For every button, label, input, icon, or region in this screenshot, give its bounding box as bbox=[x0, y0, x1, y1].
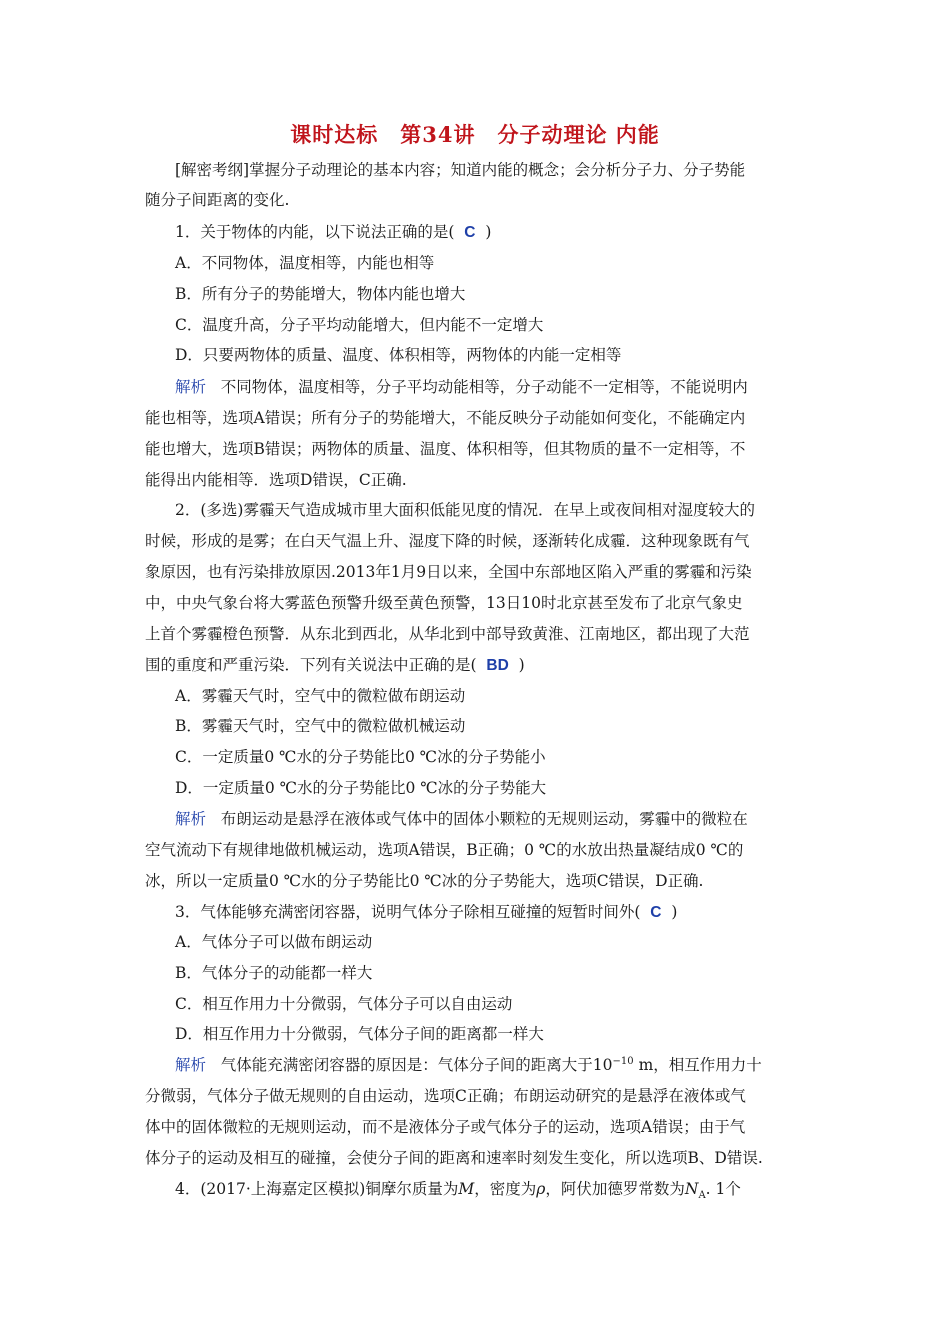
option-b: B．所有分子的势能增大，物体内能也增大 bbox=[175, 285, 466, 303]
question-stem-close: ) bbox=[518, 656, 525, 674]
explanation-text: 不同物体，温度相等，分子平均动能相等，分子动能不一定相等，不能说明内 bbox=[220, 378, 748, 396]
var-N-subscript: A bbox=[698, 1190, 706, 1202]
question-stem-line: 中，中央气象台将大雾蓝色预警升级至黄色预警，13日10时北京甚至发布了北京气象史 bbox=[145, 594, 743, 612]
explanation-line: 冰，所以一定质量0 ℃水的分子势能比0 ℃冰的分子势能大，选项C错误，D正确. bbox=[145, 872, 704, 890]
answer-text: BD bbox=[486, 657, 509, 674]
explanation-line: 体中的固体微粒的无规则运动，而不是液体分子或气体分子的运动，选项A错误；由于气 bbox=[145, 1118, 746, 1136]
question-1-stem bbox=[175, 222, 491, 243]
option-b: B．气体分子的动能都一样大 bbox=[175, 964, 373, 982]
var-M: M bbox=[458, 1180, 475, 1198]
question-stem-text: 3．气体能够充满密闭容器，说明气体分子除相互碰撞的短暂时间外( bbox=[175, 903, 641, 921]
question-stem-line: 上首个雾霾橙色预警．从东北到西北，从华北到中部导致黄淮、江南地区，都出现了大范 bbox=[145, 625, 750, 643]
explanation-text: 气体能充满密闭容器的原因是：气体分子间的距离大于10 bbox=[220, 1056, 613, 1074]
option-c: C．一定质量0 ℃水的分子势能比0 ℃冰的分子势能小 bbox=[175, 748, 546, 766]
question-4-stem bbox=[175, 1179, 741, 1202]
explanation-line: 能也相等，选项A错误；所有分子的势能增大，不能反映分子动能如何变化，不能确定内 bbox=[145, 409, 746, 427]
explanation-line bbox=[175, 377, 748, 397]
option-d: D．相互作用力十分微弱，气体分子间的距离都一样大 bbox=[175, 1025, 544, 1043]
jiexi-label: 解析 bbox=[175, 378, 207, 396]
answer-text: C bbox=[464, 224, 476, 241]
question-stem-text: 围的重度和严重污染．下列有关说法中正确的是( bbox=[145, 656, 477, 674]
var-N: N bbox=[684, 1180, 699, 1198]
question-stem-text: . 1个 bbox=[705, 1180, 741, 1198]
intro-line: [解密考纲]掌握分子动理论的基本内容；知道内能的概念；会分析分子力、分子势能 bbox=[175, 161, 746, 179]
intro-line: 随分子间距离的变化. bbox=[145, 191, 290, 209]
explanation-line: 能得出内能相等．选项D错误，C正确. bbox=[145, 471, 407, 489]
explanation-text: 布朗运动是悬浮在液体或气体中的固体小颗粒的无规则运动，雾霾中的微粒在 bbox=[220, 810, 748, 828]
question-stem-close: ) bbox=[671, 903, 678, 921]
option-a: A．气体分子可以做布朗运动 bbox=[175, 933, 373, 951]
option-b: B．雾霾天气时，空气中的微粒做机械运动 bbox=[175, 717, 466, 735]
question-stem-text: ，密度为 bbox=[474, 1180, 537, 1198]
option-c: C．相互作用力十分微弱，气体分子可以自由运动 bbox=[175, 995, 513, 1013]
question-stem-close: ) bbox=[485, 223, 492, 241]
question-stem-text: ，阿伏加德罗常数为 bbox=[545, 1180, 685, 1198]
option-c: C．温度升高，分子平均动能增大，但内能不一定增大 bbox=[175, 316, 544, 334]
explanation-line: 能也增大，选项B错误；两物体的质量、温度、体积相等，但其物质的量不一定相等，不 bbox=[145, 440, 746, 458]
option-d: D．只要两物体的质量、温度、体积相等，两物体的内能一定相等 bbox=[175, 346, 622, 364]
option-a: A．不同物体，温度相等，内能也相等 bbox=[175, 254, 435, 272]
explanation-text: m，相互作用力十 bbox=[633, 1056, 762, 1074]
explanation-line: 分微弱，气体分子做无规则的自由运动，选项C正确；布朗运动研究的是悬浮在液体或气 bbox=[145, 1087, 746, 1105]
explanation-line bbox=[175, 809, 748, 829]
question-stem-text: 1．关于物体的内能，以下说法正确的是( bbox=[175, 223, 455, 241]
question-stem-line: 时候，形成的是雾；在白天气温上升、湿度下降的时候，逐渐转化成霾．这种现象既有气 bbox=[145, 532, 750, 550]
question-stem-line: 象原因，也有污染排放原因.2013年1月9日以来，全国中东部地区陷入严重的雾霾和污染 bbox=[145, 563, 752, 581]
answer-text: C bbox=[650, 904, 662, 921]
question-2-stem: 2．(多选)雾霾天气造成城市里大面积低能见度的情况．在早上或夜间相对湿度较大的 bbox=[175, 501, 755, 519]
jiexi-label: 解析 bbox=[175, 1056, 207, 1074]
jiexi-label: 解析 bbox=[175, 810, 207, 828]
question-stem-text: 4．(2017·上海嘉定区模拟)铜摩尔质量为 bbox=[175, 1180, 459, 1198]
exponent: −10 bbox=[612, 1055, 634, 1067]
question-stem-line bbox=[145, 655, 525, 676]
var-rho: ρ bbox=[536, 1180, 546, 1198]
option-a: A．雾霾天气时，空气中的微粒做布朗运动 bbox=[175, 687, 466, 705]
explanation-line bbox=[175, 1055, 762, 1075]
question-3-stem bbox=[175, 902, 677, 923]
explanation-line: 空气流动下有规律地做机械运动，选项A错误，B正确；0 ℃的水放出热量凝结成0 ℃的 bbox=[145, 841, 744, 859]
explanation-line: 体分子的运动及相互的碰撞，会使分子间的距离和速率时刻发生变化，所以选项B、D错误. bbox=[145, 1149, 763, 1167]
option-d: D．一定质量0 ℃水的分子势能比0 ℃冰的分子势能大 bbox=[175, 779, 547, 797]
page-title: 课时达标 第34讲 分子动理论 内能 bbox=[290, 122, 660, 147]
